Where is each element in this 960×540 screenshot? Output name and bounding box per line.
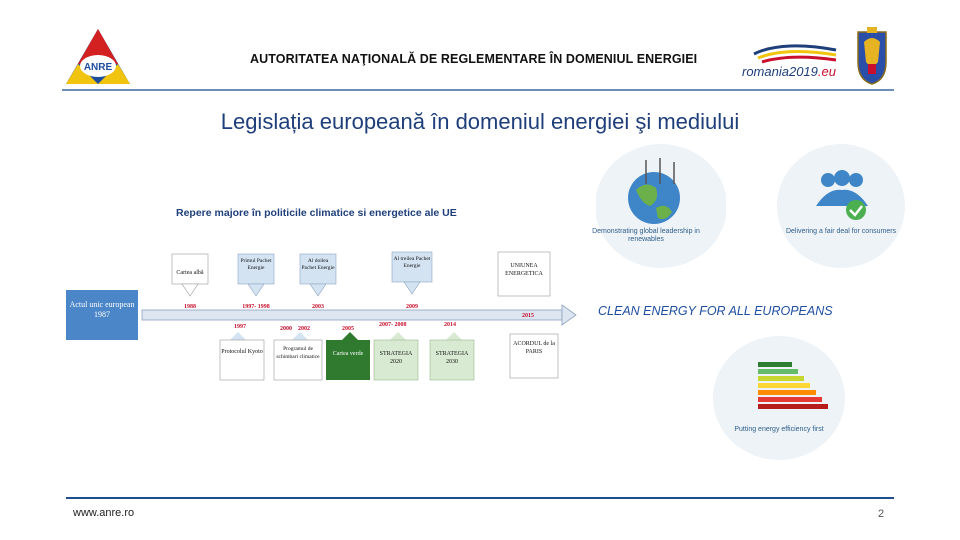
top-label-2: Primul Pachet Energie (240, 258, 272, 271)
header-divider (62, 89, 894, 91)
clean-energy-heading: CLEAN ENERGY FOR ALL EUROPEANS (598, 304, 833, 318)
timeline-title: Repere majore în politicile climatice si energetice ale UE (176, 207, 457, 219)
anre-logo-text: ANRE (83, 62, 113, 73)
eu-policy-timeline (62, 196, 582, 386)
bottom-label-3: Cartea verde (332, 351, 364, 357)
top-callout (300, 254, 336, 310)
end-callout (498, 252, 550, 319)
top-label-1: Cartea albă (176, 270, 204, 276)
end-label: UNIUNEA ENERGETICA (505, 263, 543, 277)
top-callout (392, 252, 432, 310)
globe-wind-icon (596, 144, 726, 270)
bottom-label-2: Programul de schimbari climatice (276, 346, 320, 360)
bottom-year-1: 1997 (234, 324, 246, 330)
top-callout (238, 254, 274, 310)
consumers-caption: Delivering a fair deal for consumers (785, 228, 897, 235)
timeline-start-label: Actul unic european 1987 (69, 300, 135, 319)
bottom-year-3: 2002 (298, 326, 310, 332)
bottom-year-2: 2000 (280, 326, 292, 332)
efficiency-caption: Putting energy efficiency first (734, 426, 824, 433)
bottom-box (326, 332, 370, 380)
footer-url[interactable]: www.anre.ro (73, 507, 135, 519)
bottom-label-4: STRATEGIA 2020 (379, 351, 413, 365)
bottom-year-5: 2007- 2008 (379, 322, 407, 328)
presidency-text-suffix: .eu (817, 64, 836, 79)
energy-label-icon (712, 336, 846, 460)
presidency-text-main: romania2019 (742, 64, 818, 79)
top-year-3: 2003 (312, 304, 324, 310)
coat-of-arms-icon (850, 26, 894, 86)
page-number: 2 (878, 508, 885, 520)
bottom-box (274, 332, 322, 380)
bottom-label-5: STRATEGIA 2030 (435, 351, 469, 365)
bottom-box (510, 334, 558, 378)
efficiency-pictogram (712, 336, 846, 460)
bottom-box (220, 332, 264, 380)
top-label-4: Al treilea Pachet Energie (393, 256, 431, 269)
top-year-2: 1997- 1998 (242, 304, 270, 310)
renewables-caption: Demonstrating global leadership in renewables (592, 228, 700, 243)
footer-divider (66, 497, 894, 499)
bottom-year-6: 2014 (444, 322, 456, 328)
top-label-3: Al doilea Pachet Energie (301, 258, 335, 271)
people-check-icon (776, 144, 906, 270)
slide-title: Legislația europeană în domeniul energiei şi mediului (220, 109, 740, 134)
top-callout (172, 254, 208, 310)
renewables-pictogram (592, 144, 726, 270)
presidency-logo-text (742, 64, 836, 79)
bottom-box (430, 332, 474, 380)
anre-logo (62, 26, 134, 88)
top-year-4: 2009 (406, 304, 418, 310)
bottom-year-4: 2005 (342, 326, 354, 332)
end-year: 2015 (522, 313, 534, 319)
bottom-label-6: ACORDUL de la PARIS (513, 341, 555, 355)
bottom-label-1: Protocolul Kyoto (221, 349, 263, 355)
consumers-pictogram (776, 144, 906, 270)
header-title: AUTORITATEA NAŢIONALĂ DE REGLEMENTARE ÎN DOMENIUL ENERGIEI (250, 52, 698, 66)
bottom-box (374, 332, 418, 380)
top-year-1: 1988 (184, 304, 196, 310)
